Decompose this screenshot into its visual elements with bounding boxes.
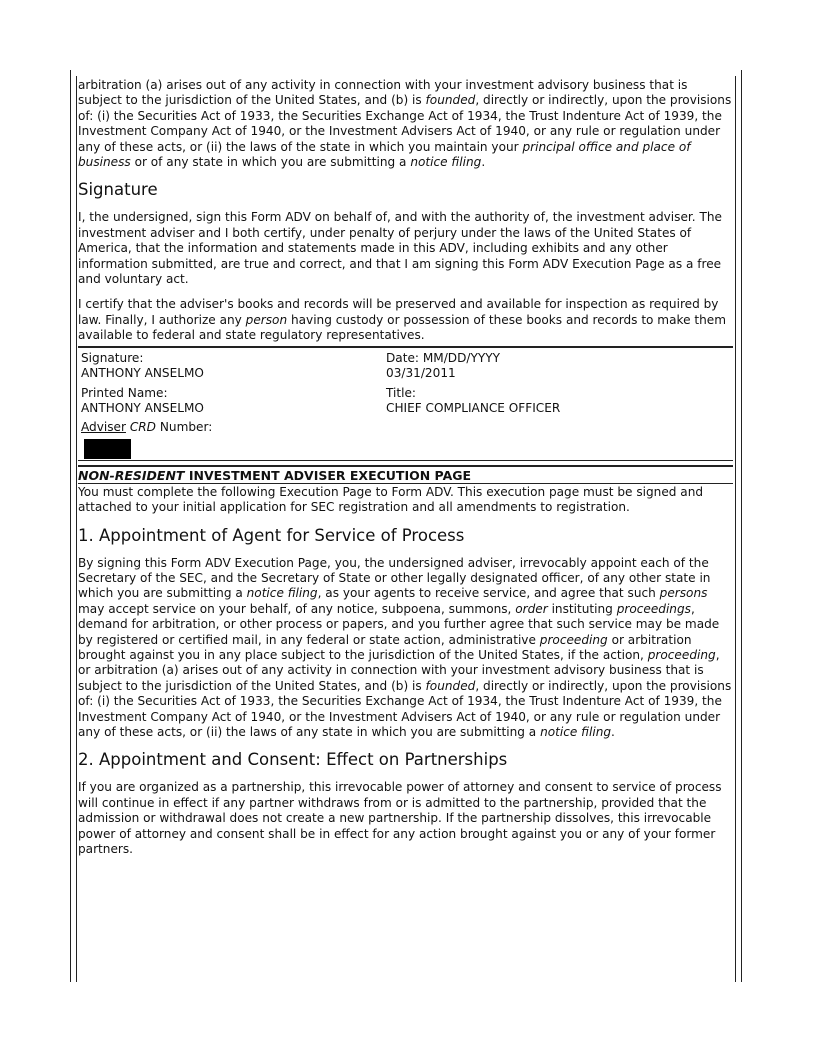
redaction-block bbox=[84, 439, 131, 459]
crd-number-label: Adviser CRD Number: bbox=[81, 420, 213, 435]
signature-heading: Signature bbox=[78, 180, 158, 200]
signature-value: ANTHONY ANSELMO bbox=[81, 366, 204, 381]
signature-label: Signature: bbox=[81, 350, 144, 365]
books-records-paragraph: I certify that the adviser's books and records will be preserved and available for inspection as required by law. Finally, I authorize any person having custody or possession of these books and records to make them available to federal and state regulatory representatives. bbox=[78, 297, 726, 343]
section1-heading: 1. Appointment of Agent for Service of Process bbox=[78, 525, 465, 545]
title-label: Title: bbox=[386, 385, 416, 400]
nonresident-section bbox=[78, 465, 733, 516]
signature-block bbox=[78, 346, 733, 461]
title-value: CHIEF COMPLIANCE OFFICER bbox=[386, 400, 561, 415]
date-value: 03/31/2011 bbox=[386, 366, 456, 381]
nonresident-title-rule bbox=[78, 483, 733, 484]
section2-body: If you are organized as a partnership, this irrevocable power of attorney and consent to service of process will continue in effect if any partner withdraws from or is admitted to the partnership, provided that the admission or withdrawal does not create a new partnership. If the partnership dissolves, this irrevocable power of attorney and consent shall be in effect for any action brought against you or any of your former partners. bbox=[78, 780, 722, 856]
intro-paragraph: arbitration (a) arises out of any activity in connection with your investment advisory business that is subject to the jurisdiction of the United States, and (b) is founded, directly or indirectly, upon the provisions of: (i) the Securities Act of 1933, the Securities Exchange Act of 1934, the Trust Indenture Act of 1939, the Investment Company Act of 1940, or the Investment Advisers Act of 1940, or any rule or regulation under any of these acts, or (ii) the laws of the state in which you maintain your principal office and place of business or of any state in which you are submitting a notice filing. bbox=[78, 78, 732, 170]
left-frame-line-inner bbox=[76, 76, 77, 982]
section2-heading: 2. Appointment and Consent: Effect on Partnerships bbox=[78, 750, 508, 770]
section1-body: By signing this Form ADV Execution Page, you, the undersigned adviser, irrevocably appoint each of the Secretary of the SEC, and the Secretary of State or other legally designated officer, of any other state in which you are submitting a notice filing, as your agents to receive service, and agree that such persons may accept service on your behalf, of any notice, subpoena, summons, order instituting proceedings, demand for arbitration, or other process or papers, and you further agree that such service may be made by registered or certified mail, in any federal or state action, administrative proceeding or arbitration brought against you in any place subject to the jurisdiction of the United States, if the action, proceeding, or arbitration (a) arises out of any activity in connection with your investment advisory business that is subject to the jurisdiction of the United States, and (b) is founded, directly or indirectly, upon the provisions of: (i) the Securities Act of 1933, the Securities Exchange Act of 1934, the Trust Indenture Act of 1939, the Investment Company Act of 1940, or the Investment Advisers Act of 1940, or any rule or regulation under any of these acts, or (ii) the laws of any state in which you are submitting a notice filing. bbox=[78, 555, 732, 739]
printed-name-label: Printed Name: bbox=[81, 385, 168, 400]
certification-paragraph: I, the undersigned, sign this Form ADV on behalf of, and with the authority of, the investment adviser. The investment adviser and I both certify, under penalty of perjury under the laws of the United States of America, that the information and statements made in this ADV, including exhibits and any other information submitted, are true and correct, and that I am signing this Form ADV Execution Page as a free and voluntary act. bbox=[78, 210, 722, 287]
nonresident-intro: You must complete the following Execution Page to Form ADV. This execution page must be signed and attached to your initial application for SEC registration and all amendments to registration. bbox=[78, 484, 704, 515]
printed-name-value: ANTHONY ANSELMO bbox=[81, 400, 204, 415]
date-label: Date: MM/DD/YYYY bbox=[386, 350, 501, 365]
form-adv-page bbox=[78, 78, 733, 867]
nonresident-title: NON-RESIDENT INVESTMENT ADVISER EXECUTION PAGE bbox=[78, 467, 472, 483]
right-frame-line-outer bbox=[741, 70, 742, 982]
right-frame-line-inner bbox=[735, 76, 736, 982]
left-frame-line-outer bbox=[70, 70, 71, 982]
